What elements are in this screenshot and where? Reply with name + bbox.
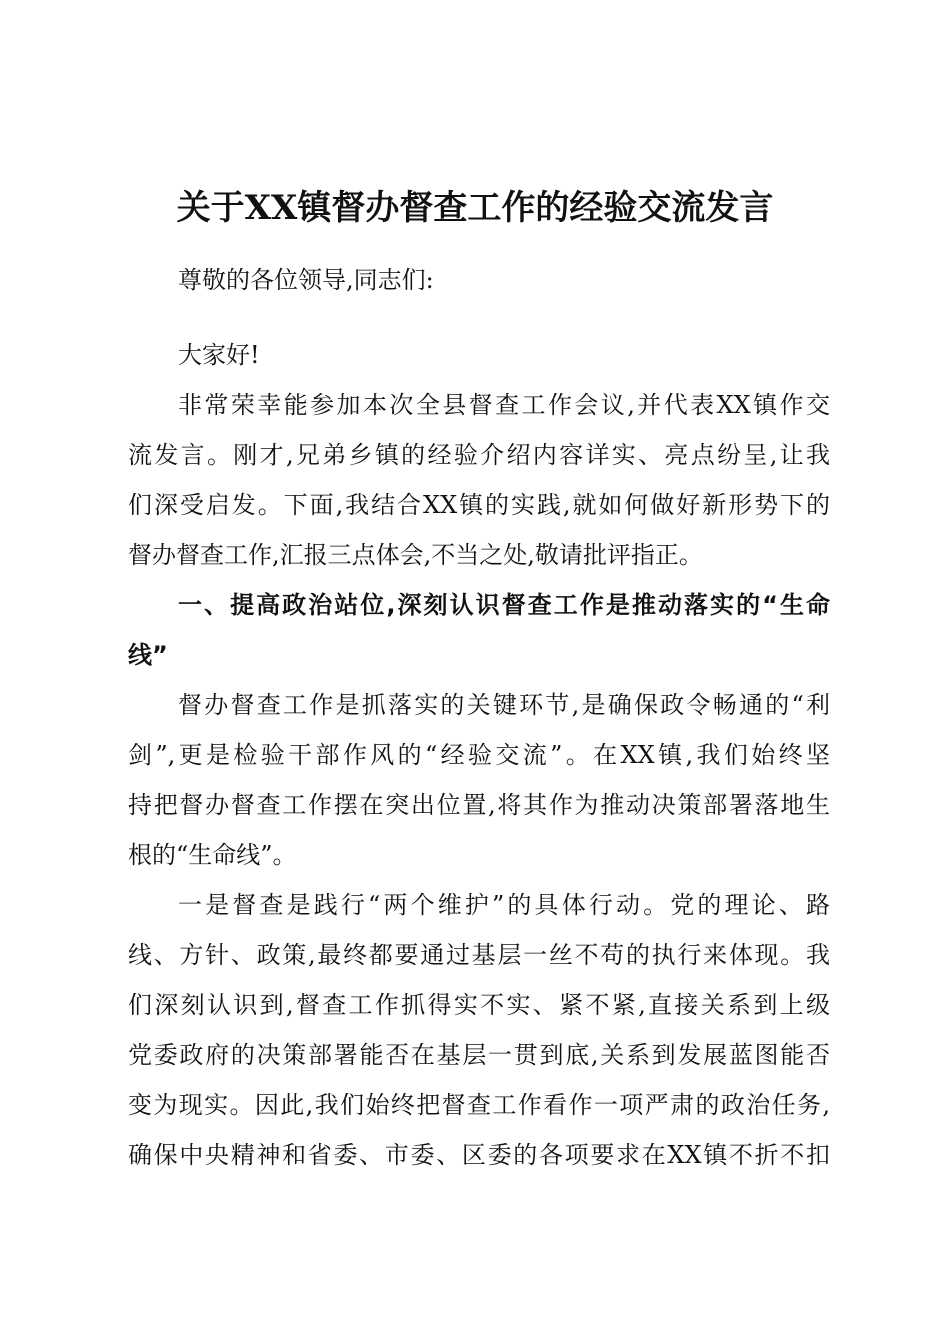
document-body: [128, 255, 830, 1180]
section-heading-1: [128, 580, 830, 680]
paragraph-section-1-intro: [128, 680, 830, 880]
paragraph-point-1: [128, 880, 830, 1180]
hello: 大家好!: [178, 341, 260, 369]
text-line: 变为现实。因此,我们始终把督查工作看作一项严肃的政治任务,: [128, 1091, 830, 1119]
text-line: 流发言。刚才,兄弟乡镇的经验介绍内容详实、亮点纷呈,让我: [128, 441, 830, 469]
text-line: 督办督查工作,汇报三点体会,不当之处,敬请批评指正。: [128, 541, 703, 569]
text-line: 们深受启发。下面,我结合XX镇的实践,就如何做好新形势下的: [128, 491, 830, 519]
greeting: 尊敬的各位领导,同志们:: [178, 266, 434, 294]
heading-line: 线”: [128, 641, 168, 669]
text-line: 一是督查是践行“两个维护”的具体行动。党的理论、路: [178, 891, 830, 919]
text-line: 们深刻认识到,督查工作抓得实不实、紧不紧,直接关系到上级: [128, 991, 830, 1019]
text-line: 根的“生命线”。: [128, 841, 297, 869]
text-line: 督办督查工作是抓落实的关键环节,是确保政令畅通的“利: [178, 691, 830, 719]
document-title: 关于XX镇督办督查工作的经验交流发言: [176, 188, 774, 228]
text-line: 线、方针、政策,最终都要通过基层一丝不苟的执行来体现。我: [128, 941, 830, 969]
text-line: 持把督办督查工作摆在突出位置,将其作为推动决策部署落地生: [128, 791, 830, 819]
heading-line: 一、提高政治站位,深刻认识督查工作是推动落实的“生命: [178, 591, 830, 619]
text-line: 非常荣幸能参加本次全县督查工作会议,并代表XX镇作交: [178, 391, 830, 419]
text-line: 党委政府的决策部署能否在基层一贯到底,关系到发展蓝图能否: [128, 1041, 830, 1069]
text-line: 剑”,更是检验干部作风的“经验交流”。在XX镇,我们始终坚: [128, 741, 830, 769]
paragraph-intro: [128, 380, 830, 580]
text-line: 确保中央精神和省委、市委、区委的各项要求在XX镇不折不扣: [128, 1141, 830, 1169]
